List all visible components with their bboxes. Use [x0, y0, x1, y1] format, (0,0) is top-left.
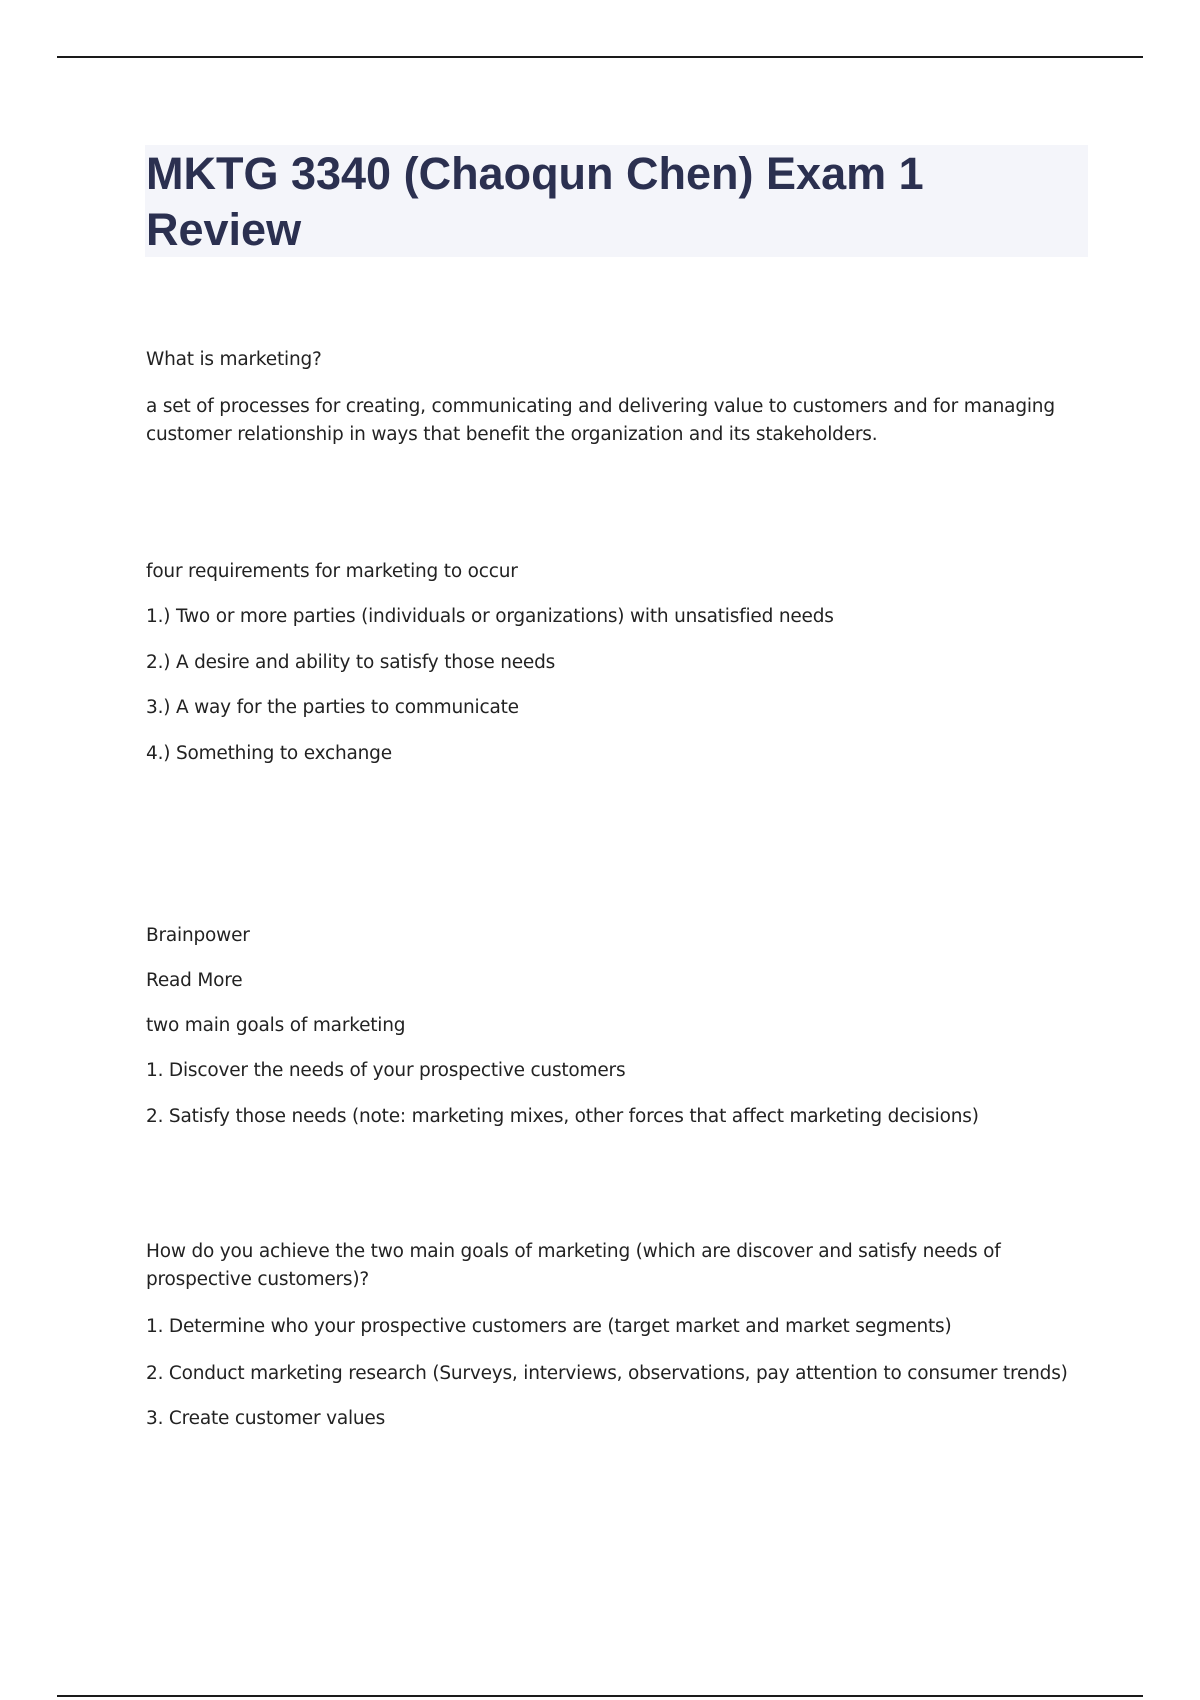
brainpower-label: Brainpower — [146, 925, 250, 946]
header-rule — [57, 56, 1143, 58]
list-item: 1. Determine who your prospective customers are (target market and market segments) — [146, 1316, 952, 1337]
list-item: 1.) Two or more parties (individuals or organizations) with unsatisfied needs — [146, 606, 834, 627]
list-item: 4.) Something to exchange — [146, 743, 392, 764]
list-item: 3.) A way for the parties to communicate — [146, 697, 519, 718]
list-item: 2.) A desire and ability to satisfy those needs — [146, 652, 556, 673]
list-item: 2. Satisfy those needs (note: marketing mixes, other forces that affect marketing decisions) — [146, 1106, 979, 1127]
question-two-main-goals: two main goals of marketing — [146, 1015, 406, 1036]
document-title: MKTG 3340 (Chaoqun Chen) Exam 1 Review — [146, 148, 924, 255]
list-item: 3. Create customer values — [146, 1408, 386, 1429]
question-four-requirements: four requirements for marketing to occur — [146, 561, 518, 582]
question-what-is-marketing: What is marketing? — [146, 349, 322, 370]
footer-rule — [57, 1695, 1143, 1697]
list-item: 2. Conduct marketing research (Surveys, interviews, observations, pay attention to consumer trends) — [146, 1363, 1068, 1384]
list-item: 1. Discover the needs of your prospective customers — [146, 1060, 626, 1081]
question-achieve-goals: How do you achieve the two main goals of marketing (which are discover and satisfy needs of prospective customers)? — [146, 1241, 1001, 1290]
answer-what-is-marketing: a set of processes for creating, communicating and delivering value to customers and for managing customer relationship in ways that benefit the organization and its stakeholders. — [146, 396, 1055, 445]
read-more-link[interactable]: Read More — [146, 970, 243, 991]
